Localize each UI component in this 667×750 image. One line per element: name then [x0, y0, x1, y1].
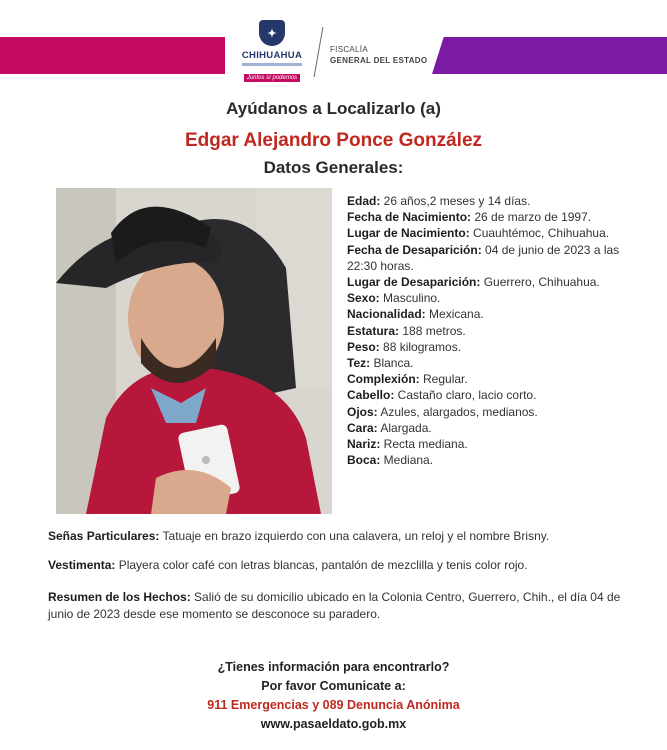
detail-value: Castaño claro, lacio corto. [394, 388, 537, 403]
header-purple-band [432, 37, 667, 74]
detail-label: Peso: [347, 339, 380, 354]
vestimenta [48, 557, 628, 574]
vestimenta-label: Vestimenta: [48, 558, 116, 572]
detail-label: Lugar de Nacimiento: [347, 226, 470, 241]
detail-label: Nacionalidad: [347, 307, 426, 322]
detail-value: Guerrero, Chihuahua. [480, 275, 600, 290]
detail-row [347, 339, 647, 355]
detail-label: Estatura: [347, 323, 400, 338]
detail-label: Edad: [347, 194, 381, 208]
detail-label: Nariz: [347, 437, 381, 452]
detail-value: Mexicana. [425, 307, 484, 322]
resumen-label: Resumen de los Hechos: [48, 590, 191, 604]
footer-comunicate: Por favor Comunicate a: [261, 679, 406, 693]
detail-label: Ojos: [347, 404, 378, 419]
detail-label: Sexo: [347, 291, 380, 306]
detail-row [347, 436, 647, 452]
detail-value: Regular. [419, 372, 468, 387]
resumen-value: Salió de su domicilio ubicado en la Colonia Centro, Guerrero, Chih., el día 04 de junio de 2023 desde ese momento se desconoce su paradero. [48, 590, 621, 621]
resumen-hechos [48, 589, 628, 623]
detail-row [347, 452, 647, 468]
photo-illustration [56, 188, 332, 514]
fiscalia-line2: GENERAL DEL ESTADO [330, 56, 428, 65]
detail-value: Mediana. [380, 453, 434, 468]
detail-row [347, 323, 647, 339]
detail-row [347, 290, 647, 306]
section-title: Datos Generales: [263, 158, 404, 177]
detail-value: 04 de junio de 2023 a las 22:30 horas. [347, 242, 620, 273]
senas-particulares [48, 528, 628, 545]
chihuahua-logo [226, 20, 318, 88]
detail-value: Cuauhtémoc, Chihuahua. [469, 226, 610, 241]
detail-label: Fecha de Desaparición: [347, 242, 482, 257]
missing-person-name: Edgar Alejandro Ponce González [184, 130, 483, 151]
fiscalia-label [330, 44, 427, 66]
detail-value: 88 kilogramos. [379, 339, 462, 354]
detail-row [347, 404, 647, 420]
details-list [347, 193, 647, 468]
detail-label: Fecha de Nacimiento: [347, 210, 472, 225]
detail-label: Complexión: [347, 372, 420, 387]
footer-question: ¿Tienes información para encontrarlo? [217, 660, 450, 674]
detail-row [347, 387, 647, 403]
detail-value: Blanca. [370, 356, 414, 371]
detail-row [347, 420, 647, 436]
detail-row [347, 225, 647, 241]
detail-label: Cabello: [347, 388, 395, 403]
footer-website[interactable]: www.pasaeldato.gob.mx [260, 717, 407, 731]
detail-value: Azules, alargados, medianos. [377, 404, 538, 419]
logo-state-text: CHIHUAHUA [241, 50, 303, 61]
logo-underline [242, 63, 302, 66]
senas-value: Tatuaje en brazo izquierdo con una calavera, un reloj y el nombre Brisny. [159, 529, 550, 543]
shield-icon: ✦ [259, 20, 285, 46]
missing-person-photo [56, 188, 332, 514]
detail-row [347, 274, 647, 290]
detail-label: Tez: [347, 356, 371, 371]
detail-row [347, 242, 647, 274]
detail-row [347, 355, 647, 371]
logo-tagline: Juntos sí podemos [244, 74, 300, 82]
vestimenta-value: Playera color café con letras blancas, pantalón de mezclilla y tenis color rojo. [115, 558, 528, 572]
detail-value: 26 años,2 meses y 14 días. [380, 194, 531, 208]
detail-row [347, 306, 647, 322]
detail-value: 188 metros. [399, 323, 466, 338]
detail-value: Alargada. [377, 420, 432, 435]
detail-value: Recta mediana. [380, 437, 468, 452]
detail-row [347, 209, 647, 225]
page-title: Ayúdanos a Localizarlo (a) [226, 99, 441, 118]
footer-emergency: 911 Emergencias y 089 Denuncia Anónima [207, 698, 460, 712]
detail-value: Masculino. [379, 291, 441, 306]
detail-label: Cara: [347, 420, 378, 435]
fiscalia-line1: FISCALÍA [330, 45, 368, 54]
detail-row [347, 193, 647, 209]
detail-label: Boca: [347, 453, 381, 468]
detail-value: 26 de marzo de 1997. [471, 210, 592, 225]
header-magenta-band [0, 37, 225, 74]
detail-label: Lugar de Desaparición: [347, 275, 481, 290]
detail-row [347, 371, 647, 387]
senas-label: Señas Particulares: [48, 529, 160, 543]
